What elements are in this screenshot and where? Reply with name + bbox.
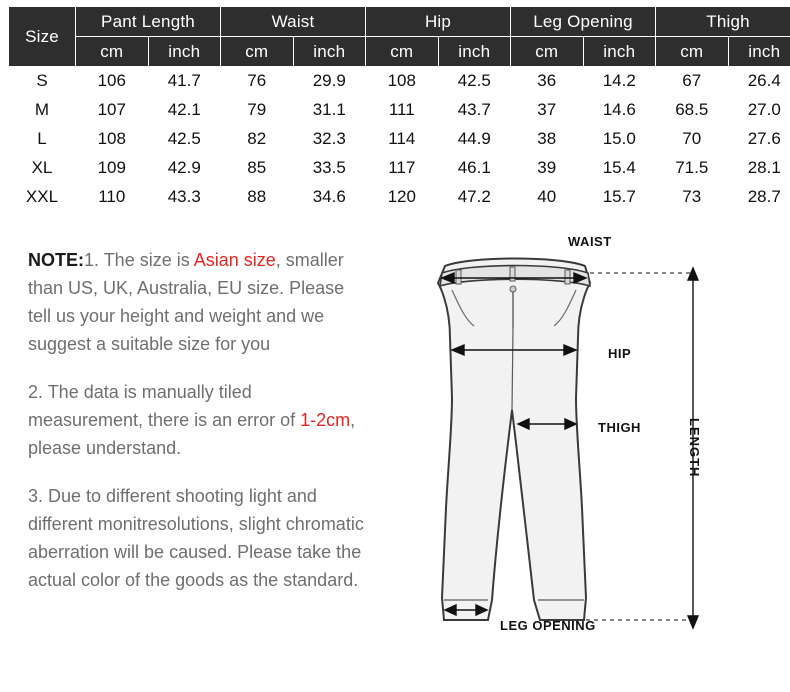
column-group-hip: Hip — [366, 7, 511, 37]
cell-size: S — [9, 67, 76, 96]
cell-value: 106 — [76, 67, 149, 96]
note-label: NOTE: — [28, 250, 84, 270]
notes-column — [0, 228, 400, 658]
table-row — [9, 67, 790, 96]
size-chart-table — [8, 6, 790, 212]
cell-value: 27.6 — [728, 125, 790, 154]
cell-value: 108 — [76, 125, 149, 154]
cell-value: 82 — [221, 125, 294, 154]
cell-value: 41.7 — [148, 67, 221, 96]
cell-value: 34.6 — [293, 183, 366, 212]
cell-value: 79 — [221, 96, 294, 125]
cell-value: 37 — [511, 96, 584, 125]
diagram-label-leg-opening: LEG OPENING — [500, 618, 596, 633]
cell-value: 68.5 — [656, 96, 729, 125]
cell-value: 14.6 — [583, 96, 656, 125]
cell-size: XL — [9, 154, 76, 183]
cell-value: 111 — [366, 96, 439, 125]
cell-value: 108 — [366, 67, 439, 96]
cell-value: 38 — [511, 125, 584, 154]
note-item-1 — [28, 246, 368, 358]
cell-value: 67 — [656, 67, 729, 96]
cell-value: 110 — [76, 183, 149, 212]
cell-value: 117 — [366, 154, 439, 183]
cell-value: 46.1 — [438, 154, 511, 183]
note-1-highlight: Asian size — [193, 250, 276, 270]
cell-value: 15.7 — [583, 183, 656, 212]
cell-value: 43.7 — [438, 96, 511, 125]
cell-value: 70 — [656, 125, 729, 154]
cell-value: 39 — [511, 154, 584, 183]
unit-header-pant-length-inch: inch — [148, 37, 221, 67]
cell-value: 109 — [76, 154, 149, 183]
cell-size: XXL — [9, 183, 76, 212]
cell-value: 26.4 — [728, 67, 790, 96]
cell-value: 44.9 — [438, 125, 511, 154]
note-2-text-b: , please understand. — [28, 410, 356, 458]
column-header-size: Size — [9, 7, 76, 67]
cell-value: 42.5 — [438, 67, 511, 96]
cell-value: 15.0 — [583, 125, 656, 154]
cell-size: L — [9, 125, 76, 154]
unit-header-hip-inch: inch — [438, 37, 511, 67]
cell-value: 42.1 — [148, 96, 221, 125]
cell-value: 27.0 — [728, 96, 790, 125]
cell-value: 33.5 — [293, 154, 366, 183]
cell-value: 28.1 — [728, 154, 790, 183]
column-group-pant-length: Pant Length — [76, 7, 221, 37]
unit-header-leg-opening-cm: cm — [511, 37, 584, 67]
cell-value: 42.5 — [148, 125, 221, 154]
unit-header-waist-cm: cm — [221, 37, 294, 67]
table-row — [9, 96, 790, 125]
cell-value: 14.2 — [583, 67, 656, 96]
cell-value: 76 — [221, 67, 294, 96]
column-group-waist: Waist — [221, 7, 366, 37]
cell-value: 43.3 — [148, 183, 221, 212]
cell-value: 114 — [366, 125, 439, 154]
table-body — [9, 67, 790, 212]
cell-value: 36 — [511, 67, 584, 96]
lower-section — [0, 212, 790, 658]
length-measure-arrow — [586, 268, 698, 628]
belt-loop-left — [456, 270, 461, 284]
size-chart-table-container — [0, 0, 790, 212]
diagram-label-waist: WAIST — [568, 234, 612, 249]
table-group-header-row — [9, 7, 790, 37]
cell-value: 15.4 — [583, 154, 656, 183]
note-1-text-a: 1. The size is — [84, 250, 194, 270]
belt-loop-center — [510, 267, 515, 281]
pants-illustration-svg — [400, 228, 790, 658]
pants-outline — [438, 259, 590, 621]
cell-value: 42.9 — [148, 154, 221, 183]
unit-header-hip-cm: cm — [366, 37, 439, 67]
pants-measurement-diagram — [400, 228, 790, 658]
cell-value: 47.2 — [438, 183, 511, 212]
note-item-3: 3. Due to different shooting light and different monitresolutions, slight chromatic aberration will be caused. Please take the actual color of the goods as the standard. — [28, 486, 364, 590]
unit-header-waist-inch: inch — [293, 37, 366, 67]
cell-value: 71.5 — [656, 154, 729, 183]
cell-value: 32.3 — [293, 125, 366, 154]
cell-value: 29.9 — [293, 67, 366, 96]
cell-value: 107 — [76, 96, 149, 125]
diagram-label-thigh: THIGH — [598, 420, 641, 435]
note-1-text-b: , smaller than US, UK, Australia, EU size. Please tell us your height and weight and we suggest a suitable size for you — [28, 250, 345, 354]
table-row — [9, 183, 790, 212]
table-unit-header-row — [9, 37, 790, 67]
column-group-thigh: Thigh — [656, 7, 790, 37]
cell-value: 88 — [221, 183, 294, 212]
unit-header-thigh-cm: cm — [656, 37, 729, 67]
table-row — [9, 154, 790, 183]
note-2-text-a: 2. The data is manually tiled measurement, there is an error of — [28, 382, 301, 430]
note-item-2 — [28, 378, 368, 462]
cell-size: M — [9, 96, 76, 125]
cell-value: 85 — [221, 154, 294, 183]
table-head — [9, 7, 790, 67]
note-2-highlight: 1-2cm — [300, 410, 351, 430]
cell-value: 28.7 — [728, 183, 790, 212]
unit-header-pant-length-cm: cm — [76, 37, 149, 67]
belt-loop-right — [565, 270, 570, 284]
cell-value: 120 — [366, 183, 439, 212]
cell-value: 40 — [511, 183, 584, 212]
unit-header-thigh-inch: inch — [728, 37, 790, 67]
table-row — [9, 125, 790, 154]
cell-value: 73 — [656, 183, 729, 212]
waist-button — [510, 286, 516, 292]
diagram-label-hip: HIP — [608, 346, 632, 361]
cell-value: 31.1 — [293, 96, 366, 125]
diagram-label-length: LENGTH — [687, 418, 702, 478]
column-group-leg-opening: Leg Opening — [511, 7, 656, 37]
unit-header-leg-opening-inch: inch — [583, 37, 656, 67]
